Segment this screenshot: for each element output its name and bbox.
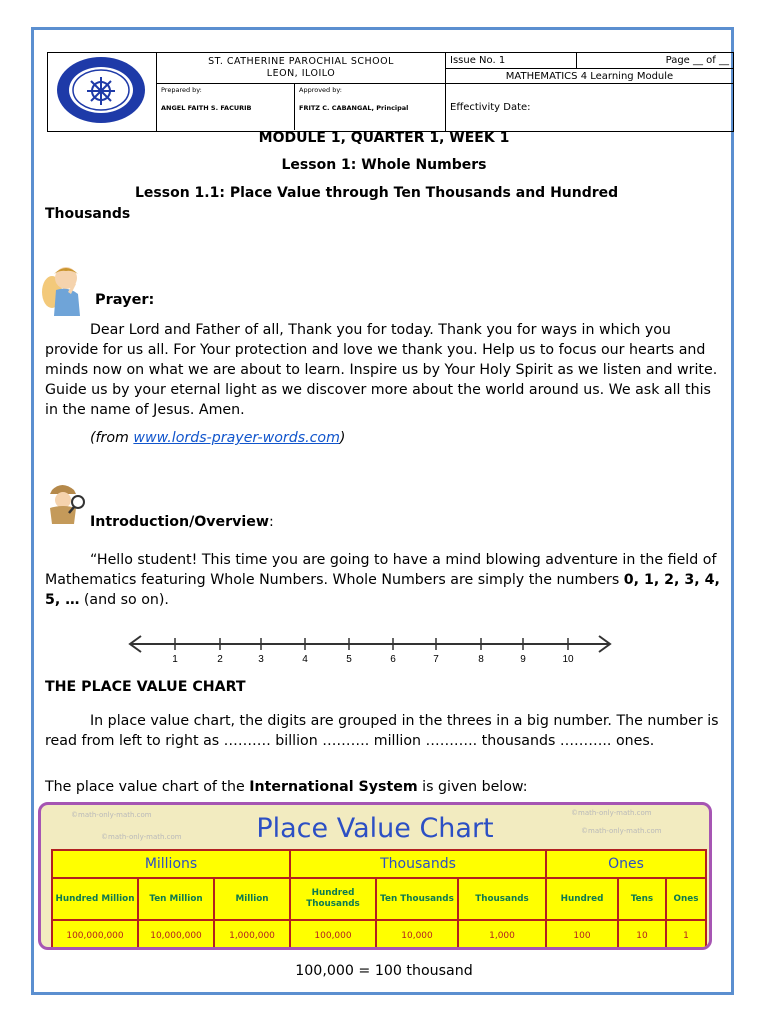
intro-numbers: 0, 1, 2, 3, 4, 5, …	[45, 572, 720, 608]
place-value-chart	[38, 802, 712, 950]
intro-heading: Introduction/Overview	[90, 514, 270, 530]
prepared-by-name: ANGEL FAITH S. FACURIB	[161, 104, 252, 113]
lesson-title: Lesson 1: Whole Numbers	[281, 157, 487, 173]
source-suffix: )	[339, 430, 346, 446]
place-value-cell: 10,000	[376, 920, 458, 950]
chart-title: Place Value Chart	[256, 813, 494, 844]
place-value-cell: 100,000	[290, 920, 376, 950]
intl-suffix: is given below:	[417, 779, 528, 795]
place-value-cell: 1	[666, 920, 706, 950]
watermark: ©math-only-math.com	[71, 811, 152, 819]
source-prefix: (from	[90, 430, 134, 446]
column-header: Hundred Thousands	[290, 878, 376, 920]
number-line-label: 5	[346, 654, 352, 665]
group-thousands: Thousands	[290, 850, 546, 878]
school-name-cell	[157, 53, 446, 84]
number-line-label: 8	[478, 654, 484, 665]
school-name: ST. CATHERINE PAROCHIAL SCHOOL	[208, 55, 394, 67]
intl-bold: International System	[249, 779, 418, 795]
intl-prefix: The place value chart of the	[45, 779, 250, 795]
number-line-label: 6	[390, 654, 396, 665]
approved-by-label: Approved by:	[299, 86, 342, 95]
intro-text-start: “Hello student! This time you are going to have a mind blowing adventure in the field of Mathematics featuring Whole Numbers. Whole Numbers are simply the numbers	[45, 552, 717, 588]
number-line-label: 7	[433, 654, 439, 665]
module-title: MATHEMATICS 4 Learning Module	[446, 69, 734, 83]
intro-text-end: (and so on).	[79, 592, 169, 608]
effectivity-date: Effectivity Date:	[446, 83, 734, 131]
document-header	[47, 52, 734, 132]
watermark: ©math-only-math.com	[571, 809, 652, 817]
column-header: Million	[214, 878, 290, 920]
detective-icon	[38, 480, 88, 526]
school-location: LEON, ILOILO	[266, 67, 336, 79]
prepared-by-label: Prepared by:	[161, 86, 202, 95]
school-seal-icon	[48, 53, 154, 127]
column-header: Hundred Million	[52, 878, 138, 920]
watermark: ©math-only-math.com	[581, 827, 662, 835]
place-value-cell: 1,000	[458, 920, 546, 950]
number-line	[125, 630, 615, 666]
praying-child-icon	[38, 262, 92, 318]
place-value-cell: 100,000,000	[52, 920, 138, 950]
number-line-label: 3	[258, 654, 264, 665]
number-line-label: 10	[562, 654, 574, 665]
place-value-heading: THE PLACE VALUE CHART	[45, 679, 246, 695]
source-link[interactable]: www.lords-prayer-words.com	[133, 430, 340, 446]
place-value-cell: 100	[546, 920, 618, 950]
column-header: Tens	[618, 878, 666, 920]
footer-equation: 100,000 = 100 thousand	[295, 963, 473, 979]
place-value-cell: 10,000,000	[138, 920, 214, 950]
number-line-label: 4	[302, 654, 308, 665]
signatures-cell	[157, 83, 446, 131]
module-heading: MODULE 1, QUARTER 1, WEEK 1	[258, 130, 510, 146]
page-number: Page __ of __	[577, 53, 734, 69]
place-value-cell: 1,000,000	[214, 920, 290, 950]
intro-text	[45, 550, 725, 610]
sublesson-title-cont: Thousands	[45, 206, 131, 222]
issue-number: Issue No. 1	[446, 53, 577, 69]
approved-by-name: FRITZ C. CABANGAL, Principal	[299, 104, 409, 113]
prayer-text: Dear Lord and Father of all, Thank you for today. Thank you for ways in which you provide for us all. For Your protection and love we thank you. Help us to focus our hearts and minds now on what we are about to learn. Inspire us by Your Holy Spirit as we listen and write. Guide us by your eternal light as we discover more about the world around us. We ask all this in the name of Jesus. Amen.	[45, 322, 718, 418]
column-header: Ones	[666, 878, 706, 920]
international-system-line	[45, 779, 528, 795]
group-millions: Millions	[52, 850, 290, 878]
sublesson-title: Lesson 1.1: Place Value through Ten Thousands and Hundred	[135, 185, 619, 201]
group-ones: Ones	[546, 850, 706, 878]
column-header: Thousands	[458, 878, 546, 920]
place-value-text: In place value chart, the digits are grouped in the threes in a big number. The number is read from left to right as ………. billion ………. million ……….. thousands ……….. ones.	[45, 713, 719, 749]
number-line-label: 1	[172, 654, 178, 665]
school-logo-cell	[48, 53, 157, 132]
intro-colon: :	[269, 514, 274, 530]
place-value-cell: 10	[618, 920, 666, 950]
watermark: ©math-only-math.com	[101, 833, 182, 841]
prayer-heading: Prayer:	[95, 292, 155, 308]
column-header: Ten Thousands	[376, 878, 458, 920]
column-header: Hundred	[546, 878, 618, 920]
place-value-table	[51, 849, 707, 950]
number-line-label: 9	[520, 654, 526, 665]
number-line-label: 2	[217, 654, 223, 665]
column-header: Ten Million	[138, 878, 214, 920]
intro-heading-line	[90, 514, 274, 530]
prayer-source	[90, 430, 345, 446]
